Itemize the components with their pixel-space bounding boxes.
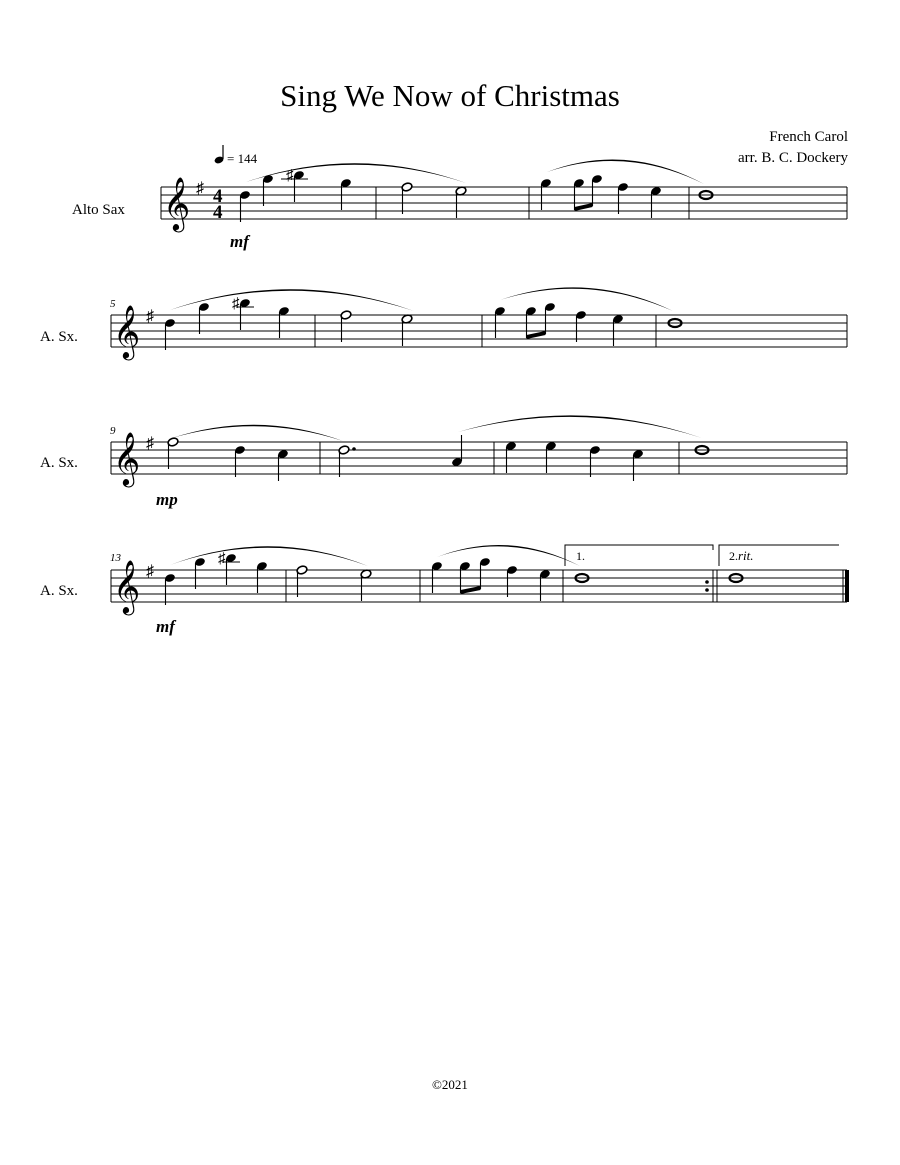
dynamic-marking-mf: mf xyxy=(156,617,175,636)
note xyxy=(494,306,506,338)
time-signature-top: 4 xyxy=(213,186,223,207)
time-signature-bottom: 4 xyxy=(213,202,223,223)
final-barline xyxy=(845,570,849,602)
key-signature-sharp-icon: ♯ xyxy=(146,308,154,325)
note xyxy=(506,565,518,597)
staff-label-3: A. Sx. xyxy=(40,455,78,471)
accidental-sharp-icon: ♯ xyxy=(286,168,294,184)
staff-label-2: A. Sx. xyxy=(40,329,78,345)
staff-system-3 xyxy=(111,442,847,474)
ritardando-marking: rit. xyxy=(738,548,754,563)
note xyxy=(431,561,443,593)
dynamic-marking-mp: mp xyxy=(156,490,178,509)
note xyxy=(617,182,629,214)
note xyxy=(164,318,176,350)
note xyxy=(589,445,601,477)
note xyxy=(278,306,290,338)
measure-number-13: 13 xyxy=(110,552,121,564)
dynamic-marking-mf: mf xyxy=(230,232,249,251)
score-title: Sing We Now of Christmas xyxy=(280,78,620,113)
note xyxy=(234,445,246,477)
treble-clef-icon: 𝄞 xyxy=(163,178,191,229)
staff-system-2 xyxy=(111,315,847,347)
note xyxy=(198,302,210,334)
note xyxy=(539,569,551,601)
phrase-slur xyxy=(458,415,702,438)
accidental-sharp-icon: ♯ xyxy=(232,296,240,312)
note xyxy=(455,186,467,218)
treble-clef-icon: 𝄞 xyxy=(113,433,141,484)
note xyxy=(338,445,356,477)
note xyxy=(505,441,517,473)
measure-number-9: 9 xyxy=(110,425,116,437)
note xyxy=(401,182,413,214)
phrase-slur xyxy=(246,163,466,183)
note xyxy=(164,573,176,605)
note xyxy=(612,314,624,346)
note-beam xyxy=(527,331,546,339)
arranger-credit: arr. B. C. Dockery xyxy=(738,150,848,166)
note xyxy=(293,170,305,202)
note xyxy=(194,557,206,589)
tempo-value: = 144 xyxy=(227,151,258,166)
key-signature-sharp-icon: ♯ xyxy=(146,435,154,452)
staff-label-1: Alto Sax xyxy=(72,202,125,218)
phrase-slur xyxy=(172,425,343,441)
accidental-sharp-icon: ♯ xyxy=(218,551,226,567)
treble-clef-icon: 𝄞 xyxy=(113,306,141,357)
note xyxy=(401,314,413,346)
phrase-slur xyxy=(500,287,673,311)
note xyxy=(167,437,179,469)
measure-number-5: 5 xyxy=(110,298,116,310)
treble-clef-icon: 𝄞 xyxy=(113,561,141,612)
slurs-layer xyxy=(170,160,704,567)
note xyxy=(451,435,463,467)
note xyxy=(225,553,237,585)
notes-layer xyxy=(164,168,742,605)
second-ending-bracket xyxy=(719,545,839,566)
note xyxy=(340,178,352,210)
key-signature-sharp-icon: ♯ xyxy=(146,563,154,580)
note xyxy=(575,310,587,342)
note xyxy=(540,178,552,210)
key-signature-sharp-icon: ♯ xyxy=(196,180,204,197)
note xyxy=(239,190,251,222)
note-beam xyxy=(575,203,593,211)
tempo-marking xyxy=(214,145,258,166)
note xyxy=(256,561,268,593)
note xyxy=(479,557,491,589)
note xyxy=(277,449,289,481)
copyright-notice: ©2021 xyxy=(432,1077,468,1092)
note xyxy=(239,298,251,330)
first-ending-bracket xyxy=(565,545,713,566)
note xyxy=(591,174,603,206)
composer-credit: French Carol xyxy=(769,129,848,145)
note xyxy=(360,569,372,601)
note xyxy=(650,186,662,218)
note xyxy=(340,310,352,342)
phrase-slur xyxy=(437,545,580,566)
note-beam xyxy=(461,586,481,594)
first-ending-label: 1. xyxy=(576,549,585,563)
note xyxy=(544,302,556,334)
note xyxy=(296,565,308,597)
second-ending-label: 2. xyxy=(729,549,738,563)
note xyxy=(632,449,644,481)
note xyxy=(262,174,274,206)
staff-label-4: A. Sx. xyxy=(40,583,78,599)
phrase-slur xyxy=(547,160,704,185)
note xyxy=(459,561,471,593)
note xyxy=(545,441,557,473)
